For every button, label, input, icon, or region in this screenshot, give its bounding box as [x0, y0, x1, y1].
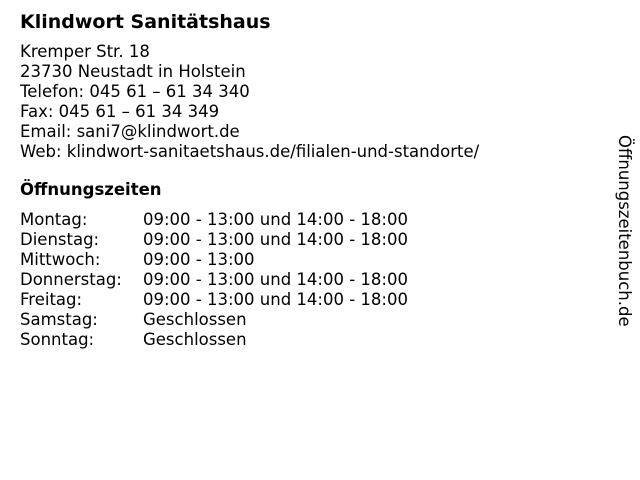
day-label: Mittwoch: — [20, 250, 101, 269]
phone-line: Telefon: 045 61 – 61 34 340 — [20, 82, 250, 101]
email-line: Email: sani7@klindwort.de — [20, 122, 240, 141]
hours-row-saturday — [20, 310, 600, 330]
brand-watermark-text: Öffnungszeitenbuch.de — [615, 135, 634, 327]
day-hours: 09:00 - 13:00 und 14:00 - 18:00 — [143, 290, 408, 309]
hours-row-tuesday — [20, 230, 600, 250]
city-address: 23730 Neustadt in Holstein — [20, 62, 246, 81]
hours-row-wednesday — [20, 250, 600, 270]
day-label: Freitag: — [20, 290, 83, 309]
store-card — [20, 10, 600, 350]
fax-line: Fax: 045 61 – 61 34 349 — [20, 102, 220, 121]
store-name: Klindwort Sanitätshaus — [20, 11, 271, 33]
day-hours: Geschlossen — [143, 330, 247, 349]
opening-hours-table — [20, 210, 600, 350]
day-hours: 09:00 - 13:00 und 14:00 - 18:00 — [143, 230, 408, 249]
hours-row-sunday — [20, 330, 600, 350]
day-hours: Geschlossen — [143, 310, 247, 329]
hours-row-monday — [20, 210, 600, 230]
street-address: Kremper Str. 18 — [20, 42, 150, 61]
contact-block — [20, 42, 600, 162]
opening-hours-heading: Öffnungszeiten — [20, 180, 162, 199]
hours-row-thursday — [20, 270, 600, 290]
day-label: Donnerstag: — [20, 270, 122, 289]
day-label: Montag: — [20, 210, 88, 229]
day-hours: 09:00 - 13:00 und 14:00 - 18:00 — [143, 210, 408, 229]
day-hours: 09:00 - 13:00 — [143, 250, 255, 269]
hours-row-friday — [20, 290, 600, 310]
day-label: Dienstag: — [20, 230, 100, 249]
day-hours: 09:00 - 13:00 und 14:00 - 18:00 — [143, 270, 408, 289]
web-line: Web: klindwort-sanitaetshaus.de/filialen-und-standorte/ — [20, 142, 480, 161]
day-label: Sonntag: — [20, 330, 95, 349]
day-label: Samstag: — [20, 310, 98, 329]
